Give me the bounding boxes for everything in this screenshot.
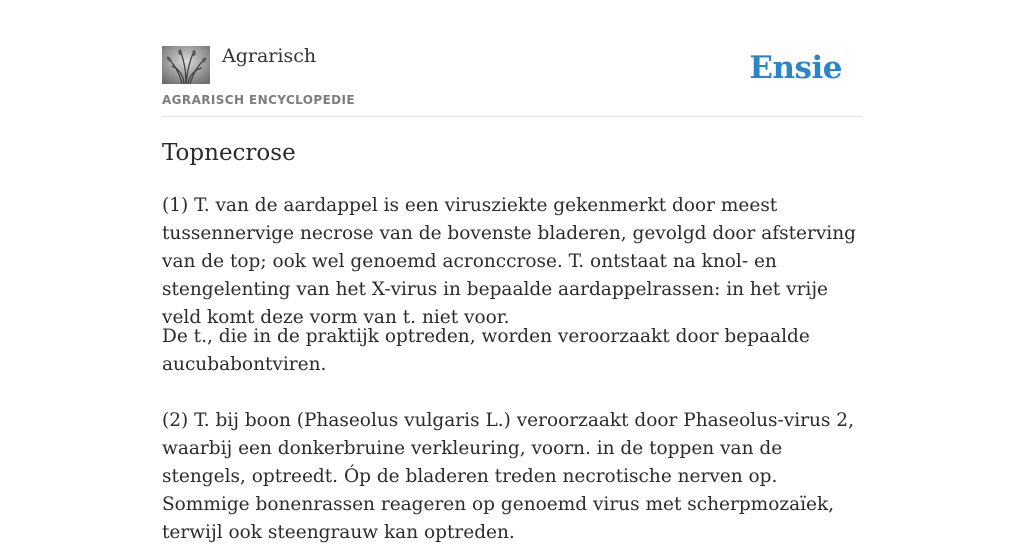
page-title: Topnecrose (162, 140, 296, 166)
site-name[interactable]: Agrarisch (222, 45, 317, 67)
article-paragraph-1: (1) T. van de aardappel is een virusziekte gekenmerkt door meest tussennervige necrose van de bovenste bladeren, gevolgd door afsterving van de top; ook wel genoemd acronccrose. T. ontstaat na knol- en stengelenting van het X-virus in bepaalde aardappelrassen: in het vrije veld komt deze vorm van t. niet voor. (162, 195, 856, 328)
page (162, 0, 862, 543)
header (162, 0, 862, 117)
article-paragraph-3: (2) T. bij boon (Phaseolus vulgaris L.) veroorzaakt door Phaseolus-virus 2, waarbij een donkerbruine verkleuring, voorn. in de toppen van de stengels, optreedt. Óp de bladeren treden necrotische nerven op. Sommige bonenrassen reageren op genoemd virus met scherpmozaïek, terwijl ook steengrauw kan optreden. (162, 410, 854, 543)
ensie-logo-link[interactable]: Ensie (749, 50, 842, 86)
wheat-icon[interactable] (162, 46, 210, 84)
article-paragraph-2: De t., die in de praktijk optreden, worden veroorzaakt door bepaalde aucubabontviren. (162, 326, 810, 375)
site-subtitle: AGRARISCH ENCYCLOPEDIE (162, 93, 355, 107)
